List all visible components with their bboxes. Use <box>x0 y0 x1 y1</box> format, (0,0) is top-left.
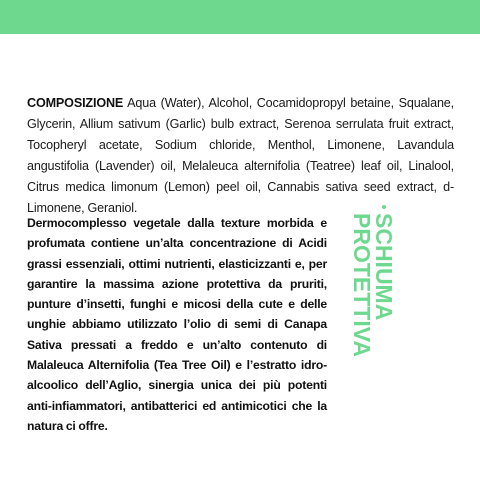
composition-label: COMPOSIZIONE <box>27 96 124 110</box>
product-name-vertical <box>349 213 397 413</box>
description-paragraph: Dermocomplesso vegetale dalla texture morbida e profumata contiene un’alta concentrazione di Acidi grassi essenziali, ottimi nutrienti, elasticizzanti e, per garantire la massima azione protettiva da pruriti, punture d’insetti, funghi e micosi della cute e delle unghie abbiamo utilizzato l’olio di semi di Canapa Sativa pressati a freddo e un’alto contenuto di Malaleuca Alternifolia (Tea Tree Oil) e l’estratto idro-alcoolico dell’Aglio, sinergia unica dei più potenti anti-infiammatori, antibatterici ed antimicotici che la natura ci offre. <box>27 216 327 433</box>
composition-ingredients: Aqua (Water), Alcohol, Cocamidopropyl betaine, Squalane, Glycerin, Allium sativum (Garlic) bulb extract, Serenoa serrulata fruit extract, Tocopheryl acetate, Sodium chloride, Menthol, Limonene, Lavandula angustifolia (Lavender) oil, Melaleuca alternifolia (Teatree) leaf oil, Linalool, Citrus medica limonum (Lemon) peel oil, Cannabis sativa seed extract, d-Limonene, Geraniol. <box>27 96 454 215</box>
product-name-line-1: SCHIUMA <box>371 213 397 321</box>
top-color-band <box>0 0 480 34</box>
product-name-line-2: PROTETTIVA <box>349 213 375 357</box>
composition-paragraph <box>27 93 454 219</box>
decorative-dot <box>382 205 386 209</box>
